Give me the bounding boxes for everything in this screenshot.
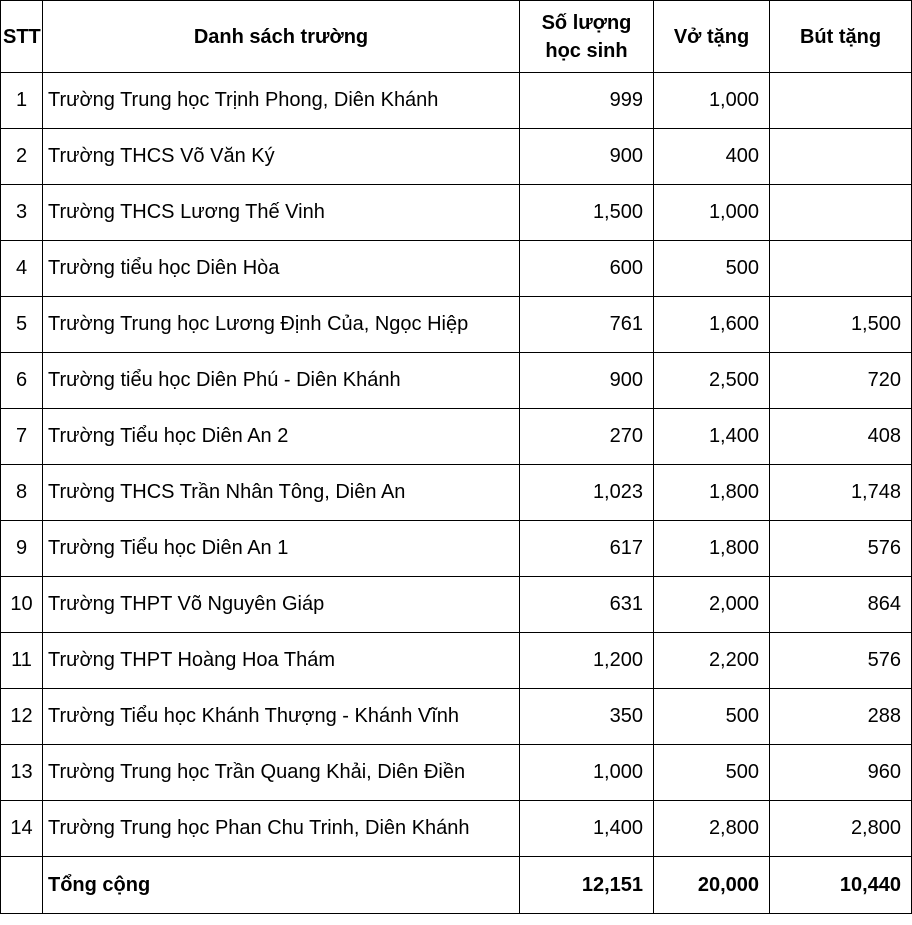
table-row (1, 241, 912, 297)
cell-students: 631 (520, 577, 654, 633)
cell-stt: 5 (1, 297, 43, 353)
cell-notebooks: 2,800 (654, 801, 770, 857)
cell-stt: 13 (1, 745, 43, 801)
cell-stt: 1 (1, 73, 43, 129)
cell-school: Trường Trung học Trịnh Phong, Diên Khánh (43, 73, 520, 129)
cell-pens: 408 (770, 409, 912, 465)
cell-school: Trường THPT Võ Nguyên Giáp (43, 577, 520, 633)
cell-stt: 8 (1, 465, 43, 521)
cell-stt: 7 (1, 409, 43, 465)
table-row (1, 185, 912, 241)
cell-school: Trường tiểu học Diên Hòa (43, 241, 520, 297)
header-row (1, 1, 912, 73)
cell-school: Trường THCS Võ Văn Ký (43, 129, 520, 185)
cell-students: 900 (520, 129, 654, 185)
total-notebooks: 20,000 (654, 857, 770, 914)
cell-pens: 1,748 (770, 465, 912, 521)
cell-school: Trường Trung học Lương Định Của, Ngọc Hiệp (43, 297, 520, 353)
cell-notebooks: 400 (654, 129, 770, 185)
header-school: Danh sách trường (43, 1, 520, 73)
cell-stt: 11 (1, 633, 43, 689)
table-row (1, 689, 912, 745)
cell-stt-empty (1, 857, 43, 914)
cell-school: Trường THCS Trần Nhân Tông, Diên An (43, 465, 520, 521)
cell-stt: 6 (1, 353, 43, 409)
table-row (1, 465, 912, 521)
cell-pens (770, 73, 912, 129)
cell-pens (770, 241, 912, 297)
cell-notebooks: 1,800 (654, 465, 770, 521)
cell-pens: 960 (770, 745, 912, 801)
table-row (1, 801, 912, 857)
cell-school: Trường THPT Hoàng Hoa Thám (43, 633, 520, 689)
cell-pens: 576 (770, 633, 912, 689)
cell-students: 1,400 (520, 801, 654, 857)
total-row (1, 857, 912, 914)
cell-students: 600 (520, 241, 654, 297)
cell-students: 1,023 (520, 465, 654, 521)
cell-students: 761 (520, 297, 654, 353)
table-row (1, 73, 912, 129)
total-label: Tổng cộng (43, 857, 520, 914)
cell-stt: 3 (1, 185, 43, 241)
cell-students: 1,500 (520, 185, 654, 241)
cell-stt: 10 (1, 577, 43, 633)
cell-notebooks: 2,000 (654, 577, 770, 633)
cell-notebooks: 500 (654, 689, 770, 745)
table-row (1, 353, 912, 409)
cell-pens: 1,500 (770, 297, 912, 353)
header-students-line2: học sinh (545, 39, 628, 62)
table-row (1, 409, 912, 465)
cell-school: Trường Trung học Trần Quang Khải, Diên Điền (43, 745, 520, 801)
cell-school: Trường tiểu học Diên Phú - Diên Khánh (43, 353, 520, 409)
cell-notebooks: 1,400 (654, 409, 770, 465)
cell-school: Trường Tiểu học Diên An 1 (43, 521, 520, 577)
table-row (1, 577, 912, 633)
header-students (520, 1, 654, 73)
cell-pens (770, 129, 912, 185)
cell-students: 999 (520, 73, 654, 129)
table-row (1, 633, 912, 689)
header-students-line1: Số lượng (541, 11, 632, 34)
cell-pens: 288 (770, 689, 912, 745)
cell-school: Trường Tiểu học Diên An 2 (43, 409, 520, 465)
header-pens: Bút tặng (770, 1, 912, 73)
cell-students: 1,200 (520, 633, 654, 689)
cell-pens (770, 185, 912, 241)
total-pens: 10,440 (770, 857, 912, 914)
table-row (1, 745, 912, 801)
cell-stt: 9 (1, 521, 43, 577)
cell-notebooks: 2,200 (654, 633, 770, 689)
cell-students: 1,000 (520, 745, 654, 801)
cell-stt: 14 (1, 801, 43, 857)
header-stt: STT (1, 1, 43, 73)
cell-stt: 2 (1, 129, 43, 185)
cell-pens: 2,800 (770, 801, 912, 857)
cell-school: Trường Trung học Phan Chu Trinh, Diên Khánh (43, 801, 520, 857)
cell-students: 270 (520, 409, 654, 465)
header-notebooks: Vở tặng (654, 1, 770, 73)
cell-school: Trường THCS Lương Thế Vinh (43, 185, 520, 241)
cell-students: 900 (520, 353, 654, 409)
cell-students: 350 (520, 689, 654, 745)
cell-pens: 576 (770, 521, 912, 577)
table-row (1, 129, 912, 185)
table-row (1, 521, 912, 577)
cell-school: Trường Tiểu học Khánh Thượng - Khánh Vĩnh (43, 689, 520, 745)
cell-notebooks: 500 (654, 745, 770, 801)
cell-notebooks: 1,800 (654, 521, 770, 577)
cell-stt: 12 (1, 689, 43, 745)
cell-notebooks: 2,500 (654, 353, 770, 409)
cell-stt: 4 (1, 241, 43, 297)
cell-notebooks: 1,000 (654, 185, 770, 241)
cell-notebooks: 1,000 (654, 73, 770, 129)
cell-notebooks: 1,600 (654, 297, 770, 353)
cell-pens: 864 (770, 577, 912, 633)
cell-notebooks: 500 (654, 241, 770, 297)
cell-students: 617 (520, 521, 654, 577)
table-row (1, 297, 912, 353)
cell-pens: 720 (770, 353, 912, 409)
total-students: 12,151 (520, 857, 654, 914)
